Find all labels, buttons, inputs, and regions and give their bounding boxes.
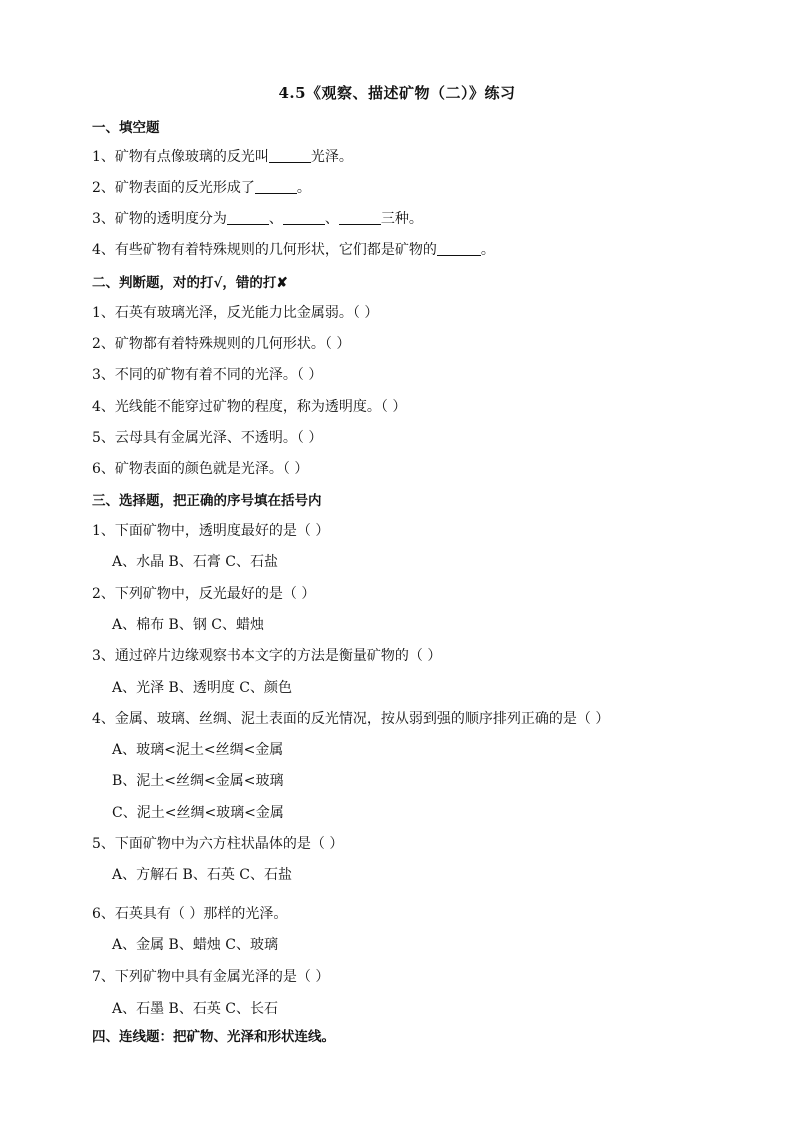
fill-question-3 [92, 208, 423, 228]
choice-q6-stem[interactable]: 6、石英具有（ ）那样的光泽。 [92, 906, 288, 922]
section-header-choice: 三、选择题，把正确的序号填在括号内 [92, 493, 322, 509]
fill-q3-blank-2[interactable] [283, 210, 325, 225]
judge-item-1[interactable]: 1、石英有玻璃光泽，反光能力比金属弱。（ ） [92, 305, 379, 321]
judge-item-5[interactable]: 5、云母具有金属光泽、不透明。（ ） [92, 430, 323, 446]
fill-q2-text: 2、矿物表面的反光形成了 [92, 180, 255, 196]
choice-q4-stem[interactable]: 4、金属、玻璃、丝绸、泥土表面的反光情况，按从弱到强的顺序排列正确的是（ ） [92, 711, 610, 727]
judge-item-3[interactable]: 3、不同的矿物有着不同的光泽。（ ） [92, 367, 323, 383]
choice-q5-options: A、方解石 B、石英 C、石盐 [112, 867, 293, 883]
fill-q3-blank-3[interactable] [339, 210, 381, 225]
fill-question-4 [92, 239, 495, 259]
choice-q3-options: A、光泽 B、透明度 C、颜色 [112, 680, 293, 696]
choice-q3-stem[interactable]: 3、通过碎片边缘观察书本文字的方法是衡量矿物的（ ） [92, 648, 442, 664]
choice-q7-options: A、石墨 B、石英 C、长石 [112, 1001, 279, 1017]
fill-q3-suffix: 三种。 [380, 211, 423, 227]
page-title: 4.5《观察、描述矿物（二）》练习 [278, 84, 516, 102]
choice-q2-options: A、棉布 B、钢 C、蜡烛 [112, 617, 265, 633]
fill-q2-blank[interactable] [255, 179, 297, 194]
fill-q3-text: 3、矿物的透明度分为 [92, 211, 227, 227]
choice-q1-options: A、水晶 B、石膏 C、石盐 [112, 554, 279, 570]
fill-q3-separator-2: 、 [324, 211, 339, 227]
fill-q2-suffix: 。 [296, 180, 311, 196]
section-header-fill: 一、填空题 [92, 120, 160, 136]
fill-q1-text: 1、矿物有点像玻璃的反光叫 [92, 149, 269, 165]
fill-q4-suffix: 。 [480, 242, 495, 258]
choice-q5-stem[interactable]: 5、下面矿物中为六方柱状晶体的是（ ） [92, 836, 344, 852]
judge-item-6[interactable]: 6、矿物表面的颜色就是光泽。（ ） [92, 461, 309, 477]
choice-q6-options: A、金属 B、蜡烛 C、玻璃 [112, 937, 279, 953]
judge-item-2[interactable]: 2、矿物都有着特殊规则的几何形状。（ ） [92, 336, 351, 352]
section-header-judge: 二、判断题，对的打√，错的打✘ [92, 275, 288, 291]
fill-q3-blank-1[interactable] [227, 210, 269, 225]
fill-q3-separator-1: 、 [268, 211, 283, 227]
fill-question-1 [92, 146, 353, 166]
choice-q7-stem[interactable]: 7、下列矿物中具有金属光泽的是（ ） [92, 969, 330, 985]
fill-q4-text: 4、有些矿物有着特殊规则的几何形状，它们都是矿物的 [92, 242, 437, 258]
choice-q4-option-a: A、玻璃<泥土<丝绸<金属 [112, 742, 284, 758]
choice-q4-option-c: C、泥土<丝绸<玻璃<金属 [112, 805, 284, 821]
fill-q1-blank[interactable] [269, 148, 311, 163]
choice-q2-stem[interactable]: 2、下列矿物中，反光最好的是（ ） [92, 586, 316, 602]
judge-item-4[interactable]: 4、光线能不能穿过矿物的程度，称为透明度。（ ） [92, 399, 407, 415]
choice-q4-option-b: B、泥土<丝绸<金属<玻璃 [112, 773, 284, 789]
fill-q4-blank[interactable] [437, 241, 481, 256]
fill-q1-suffix: 光泽。 [310, 149, 353, 165]
section-header-match: 四、连线题：把矿物、光泽和形状连线。 [92, 1029, 335, 1045]
fill-question-2 [92, 177, 311, 197]
choice-q1-stem[interactable]: 1、下面矿物中，透明度最好的是（ ） [92, 523, 330, 539]
